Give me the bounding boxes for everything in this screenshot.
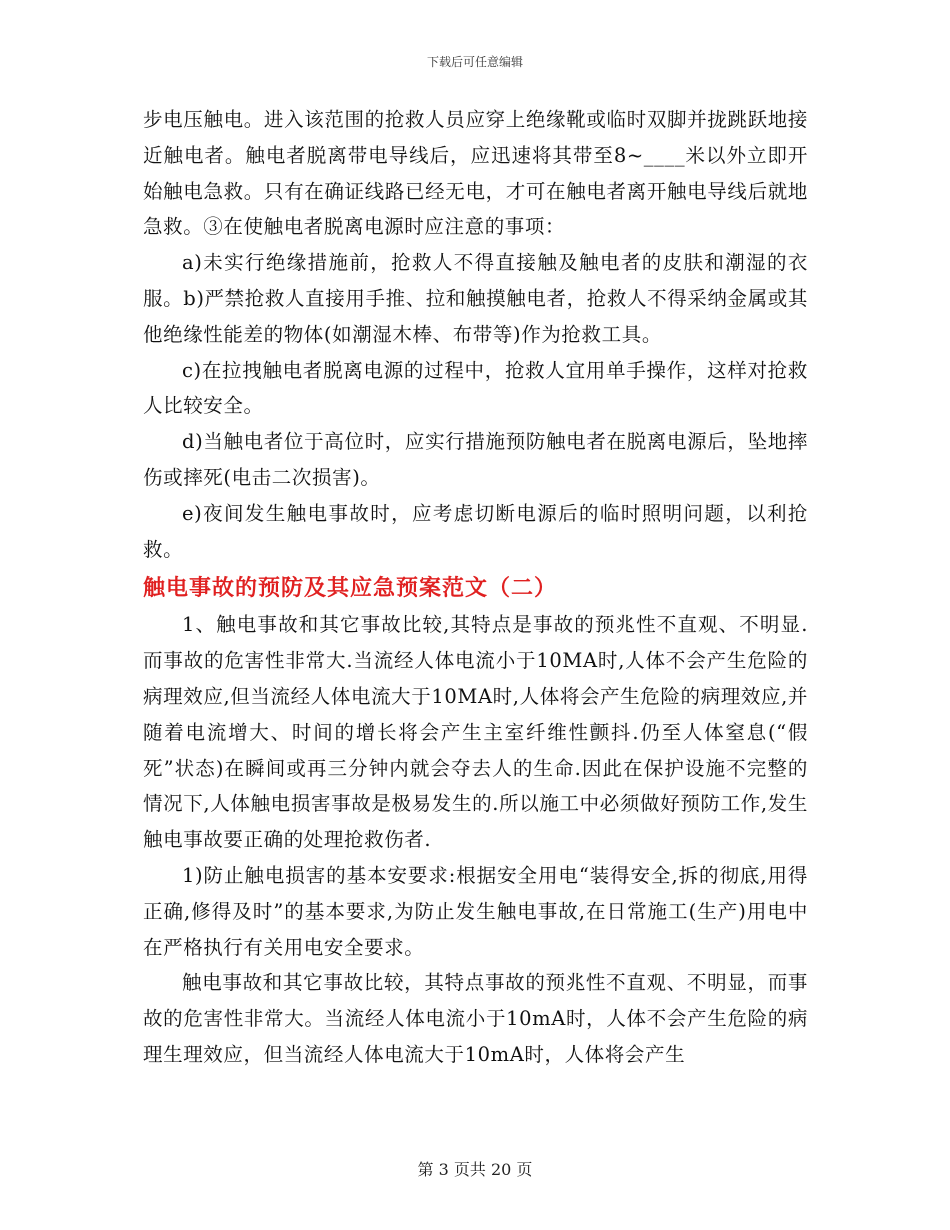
paragraph-2: a)未实行绝缘措施前，抢救人不得直接触及触电者的皮肤和潮湿的衣服。b)严禁抢救人直接用手推、拉和触摸触电者，抢救人不得采纳金属或其他绝缘性能差的物体(如潮湿木棒、布带等)作为抢救工具。 [143,251,808,346]
paragraph-4: d)当触电者位于高位时，应实行措施预防触电者在脱离电源后，坠地摔伤或摔死(电击二次损害)。 [143,430,808,489]
section-title: 触电事故的预防及其应急预案范文（二） [143,575,558,602]
paragraph-7: 1)防止触电损害的基本安要求:根据安全用电“装得安全,拆的彻底,用得正确,修得及时”的基本要求,为防止发生触电事故,在日常施工(生产)用电中在严格执行有关用电安全要求。 [143,863,808,959]
paragraph-5: e)夜间发生触电事故时，应考虑切断电源后的临时照明问题，以利抢救。 [143,501,808,561]
page-header: 下载后可任意编辑 [426,55,523,69]
paragraph-8: 触电事故和其它事故比较，其特点事故的预兆性不直观、不明显，而事故的危害性非常大。当流经人体电流小于10mA时，人体不会产生危险的病理生理效应，但当流经人体电流大于10mA时，人体将会产生 [143,971,808,1066]
paragraph-1: 步电压触电。进入该范围的抢救人员应穿上绝缘靴或临时双脚并拢跳跃地接近触电者。触电者脱离带电导线后，应迅速将其带至8~____米以外立即开始触电急救。只有在确证线路已经无电，才可在触电者离开触电导线后就地急救。③在使触电者脱离电源时应注意的事项： [143,108,808,239]
paragraph-3: c)在拉拽触电者脱离电源的过程中，抢救人宜用单手操作，这样对抢救人比较安全。 [143,358,808,418]
page-footer: 第 3 页共 20 页 [417,1160,533,1179]
document-body [143,102,808,1073]
paragraph-6: 1、触电事故和其它事故比较,其特点是事故的预兆性不直观、不明显.而事故的危害性非常大.当流经人体电流小于10MA时,人体不会产生危险的病理效应,但当流经人体电流大于10MA时,人体将会产生危险的病理效应,并随着电流增大、时间的增长将会产生主室纤维性颤抖.仍至人体窒息(“假死”状态)在瞬间或再三分钟内就会夺去人的生命.因此在保护设施不完整的情况下,人体触电损害事故是极易发生的.所以施工中必须做好预防工作,发生触电事故要正确的处理抢救伤者. [143,613,808,852]
